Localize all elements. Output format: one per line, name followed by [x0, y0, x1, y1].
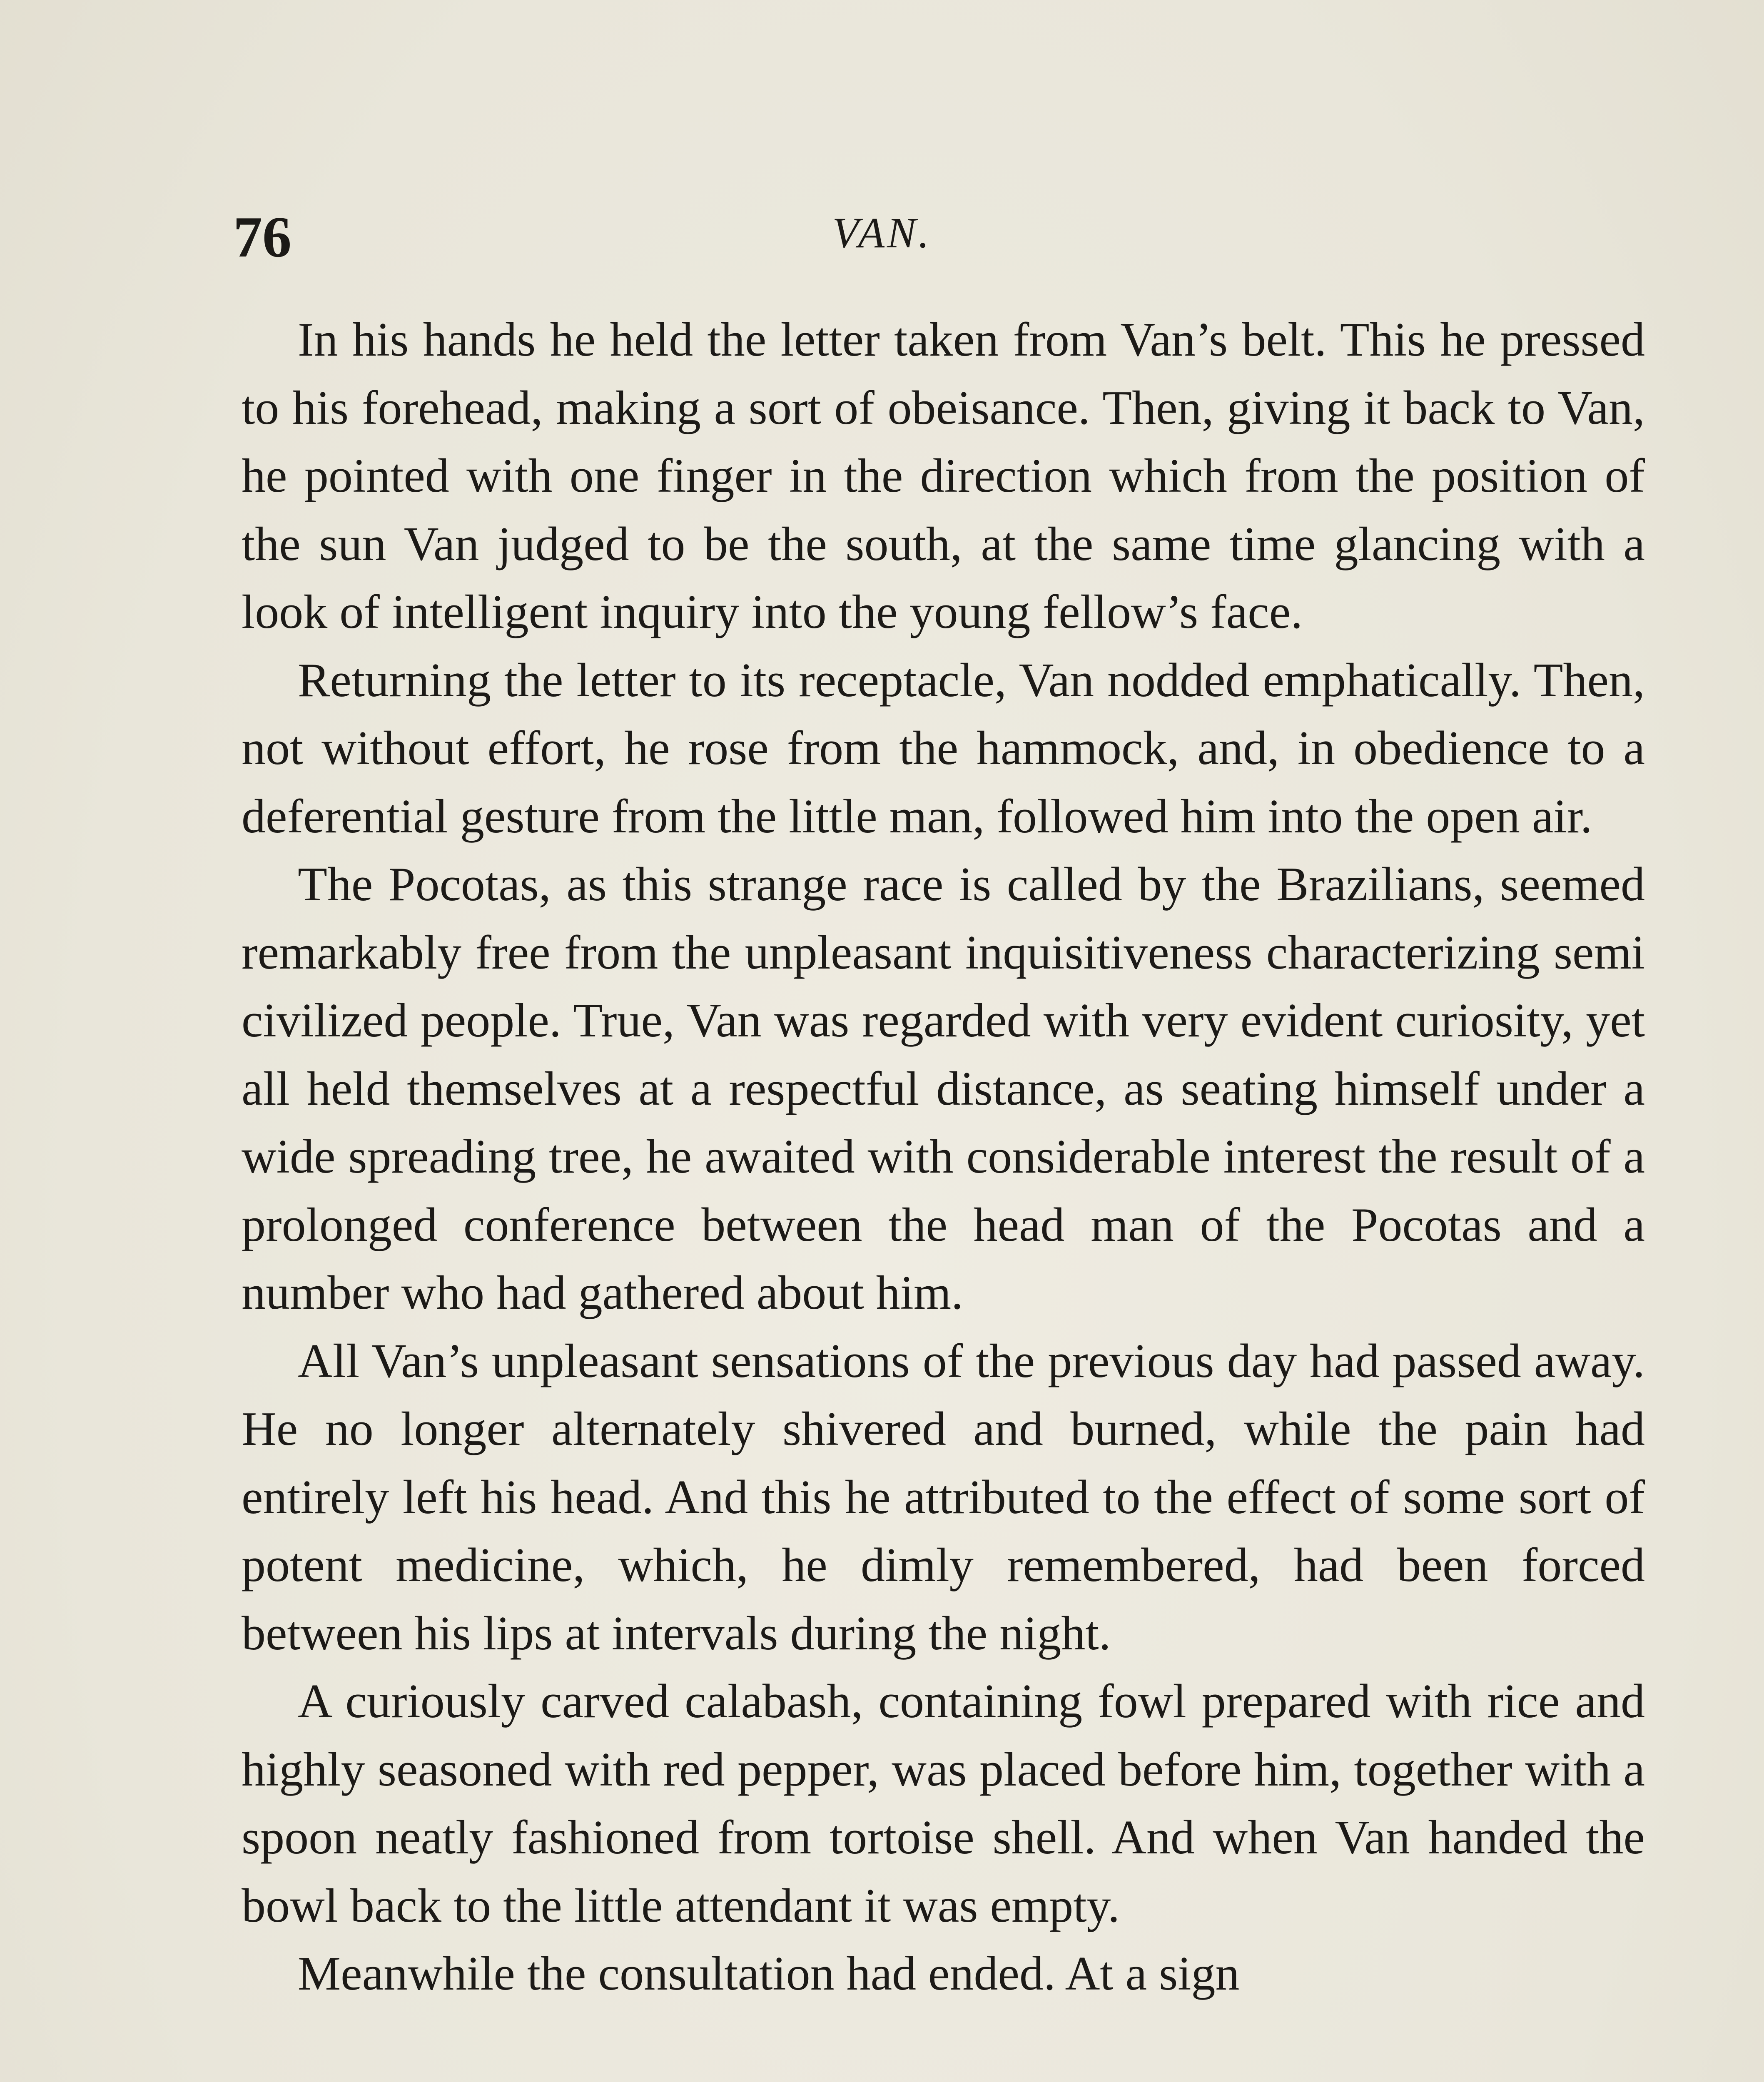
paragraph: A curiously carved calabash, containing fowl prepared with rice and highly seasoned with red pepper, was placed before him, together with a spoon neatly fashioned from tortoise shell. And when Van handed the bowl back to the little attendant it was empty.	[242, 1675, 1645, 1933]
paragraph: Returning the letter to its receptacle, Van nodded emphatically. Then, not without effort, he rose from the hammock, and, in obedience to a deferential gesture from the little man, followed him into the open air.	[242, 653, 1645, 843]
paragraph: In his hands he held the letter taken from Van’s belt. This he pressed to his forehead, making a sort of obeisance. Then, giving it back to Van, he pointed with one finger in the direction which from the position of the sun Van judged to be the south, at the same time glancing with a look of intelligent inquiry into the young fellow’s face.	[242, 313, 1645, 639]
paragraph: All Van’s unpleasant sensations of the previous day had passed away. He no longer alternately shivered and burned, while the pain had entirely left his head. And this he attributed to the effect of some sort of potent medicine, which, he dimly remembered, had been forced between his lips at intervals during the night.	[242, 1334, 1645, 1660]
paragraph-last: Meanwhile the consultation had ended. At a sign	[298, 1947, 1240, 2000]
body-text	[242, 306, 1645, 2008]
page-number: 76	[233, 205, 292, 269]
running-head: VAN.	[832, 209, 932, 257]
paragraph: The Pocotas, as this strange race is called by the Brazilians, seemed remarkably free from the unpleasant inquisitiveness characterizing semi civilized people. True, Van was regarded with very evident curiosity, yet all held themselves at a respectful distance, as seating himself under a wide spreading tree, he awaited with considerable interest the result of a prolonged conference between the head man of the Pocotas and a number who had gathered about him.	[242, 858, 1645, 1320]
